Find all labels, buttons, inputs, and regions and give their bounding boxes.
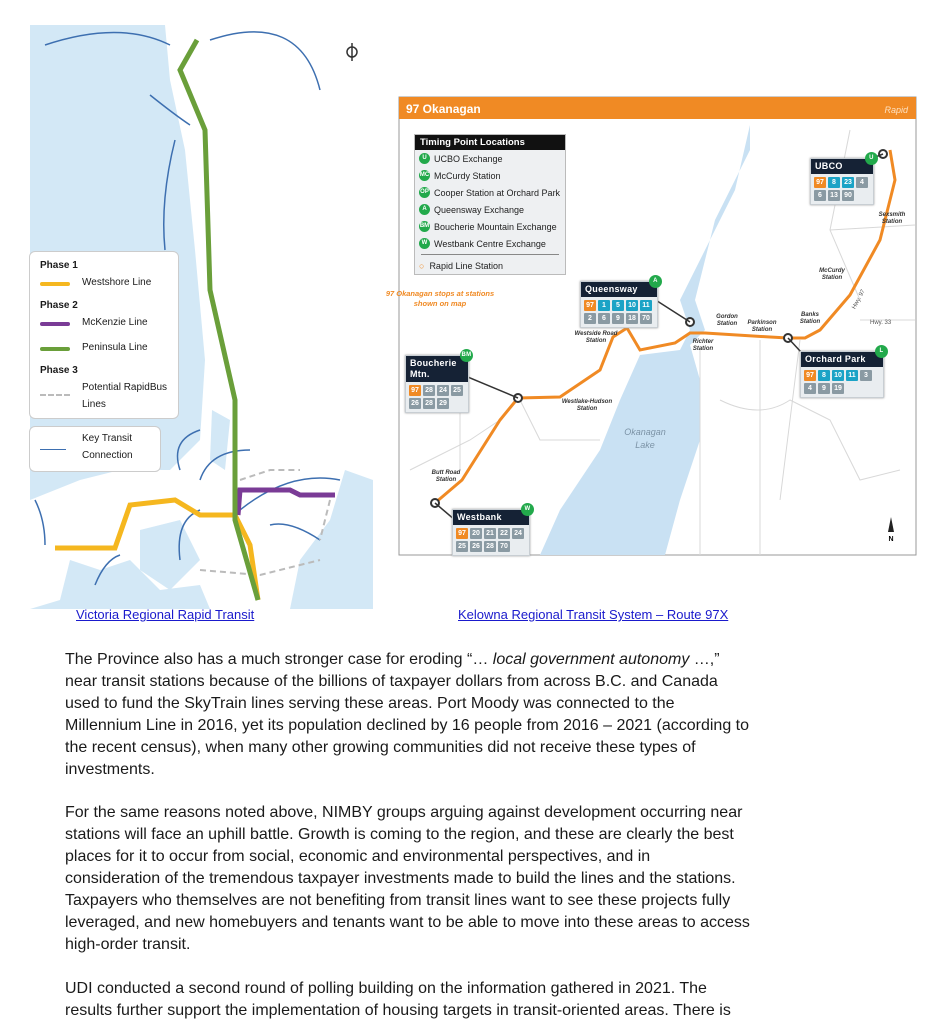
- text-line: leveraged, and new homebuyers and tenants want to be able to move into these areas to access: [65, 914, 750, 931]
- station-westlake: Westlake-Hudson: [561, 399, 613, 405]
- station-word: Station: [692, 346, 714, 352]
- route-chip: 11: [846, 370, 858, 381]
- text-line: results further support the implementation of housing targets in transit-oriented areas. There is: [65, 1002, 731, 1019]
- exchange-badge-icon: W: [521, 503, 534, 516]
- route-chip: 20: [470, 528, 482, 539]
- text-line: For the same reasons noted above, NIMBY groups arguing against development occurring near: [65, 804, 743, 821]
- text-line: the recent census), when many other growing communities did not receive these types of: [65, 739, 696, 756]
- route-chip: 97: [456, 528, 468, 539]
- timing-point-item: [415, 201, 565, 218]
- legend-mckenzie: McKenzie Line: [82, 317, 148, 328]
- exchange-box: [452, 506, 531, 556]
- legend-key-2: Connection: [82, 450, 133, 461]
- route-chip: 13: [828, 190, 840, 201]
- timing-label: Queensway Exchange: [434, 204, 525, 215]
- route-chip: 8: [818, 370, 830, 381]
- station-parkinson: Parkinson: [747, 320, 777, 326]
- route-chip: 1: [598, 300, 610, 311]
- station-richter: Richter: [692, 339, 714, 345]
- station-westside: Westside Road: [574, 331, 618, 337]
- route-chip: 23: [842, 177, 854, 188]
- text-line: high-order transit.: [65, 936, 191, 953]
- exchange-badge-icon: BM: [460, 349, 473, 362]
- legend-phase3: Phase 3: [40, 365, 78, 376]
- arrow-icon: [40, 449, 66, 450]
- timing-point-item: [415, 235, 565, 252]
- route-chip: 97: [814, 177, 826, 188]
- exchange-badge-icon: L: [875, 345, 888, 358]
- timing-title: Timing Point Locations: [415, 135, 565, 150]
- text-line: Millennium Line in 2016, yet its population declined by 16 people from 2016 – 2021 (according to: [65, 717, 749, 734]
- route-chip: 5: [612, 300, 624, 311]
- map-note-1: 97 Okanagan stops at stations: [385, 289, 495, 298]
- route-chip: 25: [456, 541, 468, 552]
- route-chip: 2: [584, 313, 596, 324]
- route-chip: 3: [860, 370, 872, 381]
- hwy33-label: Hwy. 33: [870, 320, 892, 326]
- station-banks: Banks: [800, 312, 820, 318]
- station-word: Station: [716, 321, 738, 327]
- station-mccurdy: McCurdy: [819, 268, 845, 274]
- text-line: used to fund the SkyTrain lines serving these areas. Port Moody was connected to the: [65, 695, 675, 712]
- legend-phase1: Phase 1: [40, 260, 78, 271]
- legend-westshore: Westshore Line: [82, 277, 152, 288]
- peninsula-swatch: [40, 347, 70, 351]
- legend-phase2: Phase 2: [40, 300, 78, 311]
- station-word: Station: [435, 477, 457, 483]
- route-chip: 28: [423, 385, 435, 396]
- route-chip: 10: [832, 370, 844, 381]
- station-sexsmith: Sexsmith: [878, 212, 906, 218]
- timing-point-item: [415, 218, 565, 235]
- exchange-box: [810, 155, 874, 205]
- text-line: investments.: [65, 761, 155, 778]
- text-line: consideration of the tremendous taxpayer investments made to build the lines and the stations.: [65, 870, 736, 887]
- route-chip: 6: [598, 313, 610, 324]
- victoria-legend: [29, 251, 179, 419]
- mckenzie-swatch: [40, 322, 70, 326]
- legend-potential-1: Potential RapidBus: [82, 382, 168, 393]
- route-chip: 11: [640, 300, 652, 311]
- westshore-swatch: [40, 282, 70, 286]
- hwy97-label: Hwy. 97: [851, 288, 867, 311]
- key-transit-legend: [29, 426, 161, 472]
- station-word: Station: [576, 406, 598, 412]
- route-chip: 70: [498, 541, 510, 552]
- station-word: Station: [799, 319, 821, 325]
- route-chip: 18: [626, 313, 638, 324]
- route-chip: 4: [804, 383, 816, 394]
- p1-text: The Province also has a much stronger case for eroding “…: [65, 651, 493, 668]
- text-line: Taxpayers who themselves are not benefiting from transit lines want to see these projects fully: [65, 892, 731, 909]
- exchange-name: Orchard Park: [805, 354, 866, 364]
- route-chip: 6: [814, 190, 826, 201]
- legend-peninsula: Peninsula Line: [82, 342, 148, 353]
- route-chip: 19: [832, 383, 844, 394]
- timing-point-item: [415, 184, 565, 201]
- route-chip: 26: [470, 541, 482, 552]
- map-tag: Rapid: [884, 105, 908, 115]
- exchange-box: [800, 348, 884, 398]
- route-chip: 97: [804, 370, 816, 381]
- timing-badge-icon: U: [419, 153, 430, 164]
- route-chip: 28: [484, 541, 496, 552]
- route-chip: 90: [842, 190, 854, 201]
- rapid-station-label: Rapid Line Station: [429, 260, 503, 271]
- exchange-box: [580, 278, 658, 328]
- kelowna-map-link[interactable]: Kelowna Regional Transit System – Route 97X: [458, 607, 729, 622]
- route-chip: 9: [818, 383, 830, 394]
- map-note-2: shown on map: [413, 299, 467, 308]
- route-chip: 24: [437, 385, 449, 396]
- route-chip: 70: [640, 313, 652, 324]
- text-line: UDI conducted a second round of polling building on the information gathered in 2021. The: [65, 980, 707, 997]
- exchange-badge-icon: A: [649, 275, 662, 288]
- route-chip: 24: [512, 528, 524, 539]
- timing-label: McCurdy Station: [434, 170, 501, 181]
- station-circle-icon: ○: [419, 260, 425, 271]
- legend-potential-2: Lines: [82, 399, 106, 410]
- station-gordon: Gordon: [716, 314, 738, 320]
- text-line: places for it to occur from social, economic and environmental perspectives, and in: [65, 848, 651, 865]
- route-chip: 22: [498, 528, 510, 539]
- exchange-name: Boucherie Mtn.: [410, 358, 457, 379]
- timing-badge-icon: A: [419, 204, 430, 215]
- route-chip: 8: [828, 177, 840, 188]
- station-word: Station: [751, 327, 773, 333]
- lake-label-2: Lake: [635, 440, 655, 450]
- route-chip: 28: [423, 398, 435, 409]
- north-label: N: [888, 536, 894, 543]
- paragraph-3: [65, 978, 731, 1022]
- timing-label: Westbank Centre Exchange: [434, 238, 546, 249]
- route-chip: 26: [409, 398, 421, 409]
- text-line: stations will face an uphill battle. Growth is coming to the region, and these are clearly the best: [65, 826, 734, 843]
- exchange-name: UBCO: [815, 161, 843, 171]
- legend-key-1: Key Transit: [82, 433, 133, 444]
- timing-badge-icon: W: [419, 238, 430, 249]
- timing-point-legend: [414, 134, 566, 275]
- timing-point-item: [415, 167, 565, 184]
- station-butt-road: Butt Road: [431, 470, 461, 476]
- paragraph-2: [65, 802, 750, 956]
- route-chip: 29: [437, 398, 449, 409]
- route-chip: 25: [451, 385, 463, 396]
- station-word: Station: [585, 338, 607, 344]
- p1-text: …,”: [689, 651, 720, 668]
- divider: [421, 254, 559, 255]
- route-chip: 97: [584, 300, 596, 311]
- route-chip: 9: [612, 313, 624, 324]
- exchange-name: Queensway: [585, 284, 638, 294]
- station-word: Station: [821, 275, 843, 281]
- station-word: Station: [881, 219, 903, 225]
- rapidbus-swatch: [40, 394, 70, 396]
- exchange-name: Westbank: [457, 512, 502, 522]
- route-chip: 4: [856, 177, 868, 188]
- route-chip: 21: [484, 528, 496, 539]
- paragraph-1: [65, 649, 749, 781]
- timing-badge-icon: MC: [419, 170, 430, 181]
- timing-badge-icon: OP: [419, 187, 430, 198]
- route-chip: 97: [409, 385, 421, 396]
- timing-label: Boucherie Mountain Exchange: [434, 221, 557, 232]
- timing-badge-icon: BM: [419, 221, 430, 232]
- map-title: 97 Okanagan: [406, 102, 481, 116]
- text-line: near transit stations because of the billions of taxpayer dollars from across B.C. and Canada: [65, 673, 718, 690]
- exchange-box: [405, 352, 472, 413]
- timing-label: Cooper Station at Orchard Park: [434, 187, 561, 198]
- exchange-badge-icon: U: [865, 152, 878, 165]
- timing-label: UCBO Exchange: [434, 153, 503, 164]
- lake-label-1: Okanagan: [624, 427, 666, 437]
- route-chip: 10: [626, 300, 638, 311]
- timing-point-item: [415, 150, 565, 167]
- victoria-map-link[interactable]: Victoria Regional Rapid Transit: [76, 607, 255, 622]
- p1-quote: local government autonomy: [492, 651, 690, 668]
